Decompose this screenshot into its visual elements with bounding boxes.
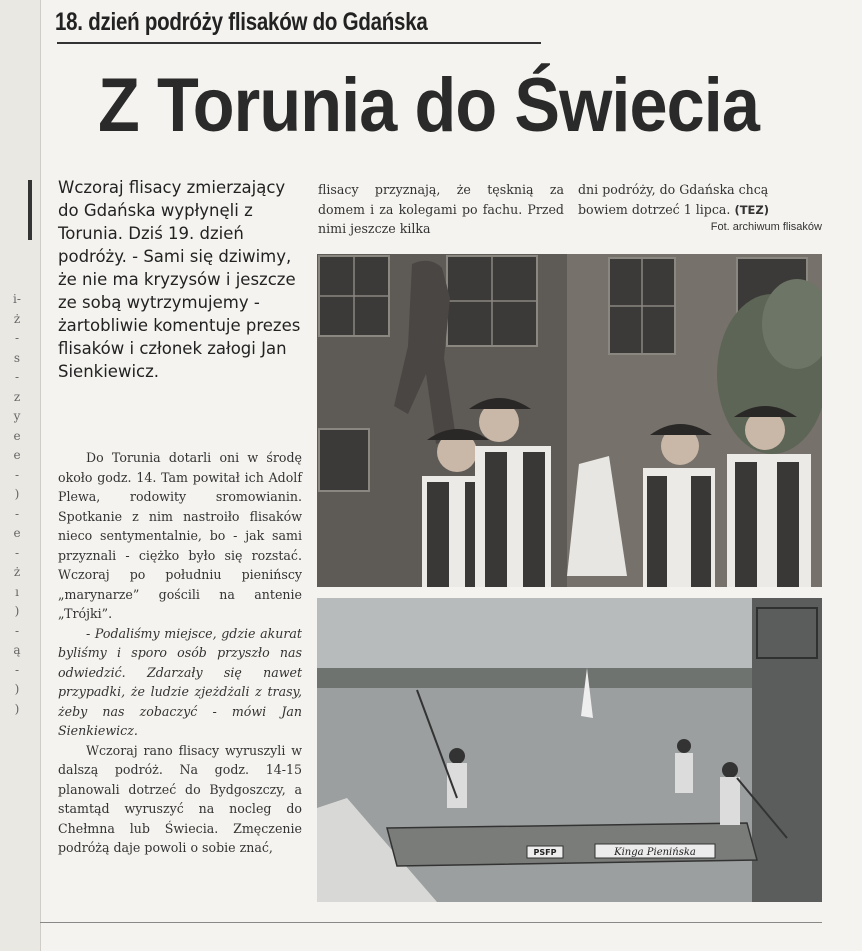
body-paragraph-2-quote: - Podaliśmy miejsce, gdzie akurat byliśmy i sporo osób przyszło nas odwiedzić. Zdarzały się nawet przypadki, że ludzie zjeżdżali z trasy, żeby nas zobaczyć - mówi Jan Sienkiewicz. <box>58 625 302 738</box>
column-3-text: dni podróży, do Gdańska chcą bowiem dotrzeć 1 lipca. <box>578 182 769 217</box>
edge-mark: z <box>13 389 21 404</box>
edge-mark: - <box>14 467 20 482</box>
edge-mark: - <box>14 545 20 560</box>
edge-mark: y <box>13 409 21 423</box>
edge-mark: ) <box>14 487 20 501</box>
lead-text: Wczoraj flisacy zmierzający do Gdańska wypłynęli z Torunia. Dziś 19. dzień podróży. - Sami się dziwimy, że nie ma kryzysów i jeszcze ze sobą wytrzymujemy - żartobliwie komentuje prezes flisaków i członek załogi Jan Sienkiewicz. <box>58 178 301 381</box>
edge-mark: ż <box>13 565 21 579</box>
edge-mark: i- <box>13 292 21 306</box>
edge-mark: e <box>13 448 21 462</box>
article-body-column-1 <box>58 448 302 858</box>
edge-mark: ) <box>14 604 20 618</box>
edge-mark: - <box>14 623 20 638</box>
section-kicker: 18. dzień podróży flisaków do Gdańska <box>55 8 428 36</box>
photo-raftsmen-group <box>317 254 822 587</box>
body-paragraph-3: Wczoraj rano flisacy wyruszyli w dalszą podróż. Na godz. 14-15 planowali dotrzeć do Bydgoszczy, a stamtąd wyruszyć na nocleg do Chełmna lub Świecia. Zmęczenie podróżą daje powoli o sobie znać, <box>58 742 302 855</box>
edge-mark: - <box>14 662 20 677</box>
edge-mark: ı <box>15 584 19 599</box>
article-headline: Z Torunia do Świecia <box>98 63 760 148</box>
article-body-column-3 <box>578 180 822 220</box>
adjacent-page-edge <box>0 0 41 951</box>
author-signature: (TEZ) <box>734 202 769 217</box>
photo-raft-on-river <box>317 598 822 902</box>
edge-mark: - <box>14 370 20 384</box>
edge-mark: e <box>13 428 21 443</box>
article-body-column-2: flisacy przyznają, że tęsknią za domem i za kolegami po fachu. Przed nimi jeszcze kilka <box>318 182 564 236</box>
edge-mark: - <box>14 506 20 521</box>
column-marker-bar <box>28 180 32 240</box>
body-paragraph-1: Do Torunia dotarli oni w środę około godz. 14. Tam powitał ich Adolf Plewa, rodowity sromowianin. Spotkanie z nim nastroiło flisaków nieco sentymentalnie, bo - jak sami przyznali - ciężko było się rozstać. Wczoraj po południu pienińscy „marynarze” gościli na antenie „Trójki”. <box>58 450 302 621</box>
adjacent-page-letters <box>0 290 34 719</box>
edge-mark: ą <box>13 643 21 657</box>
edge-mark: s <box>13 350 21 365</box>
photo-credit: Fot. archiwum flisaków <box>710 221 822 233</box>
article-lead <box>58 176 306 383</box>
kicker-underline <box>57 42 541 44</box>
edge-mark: ) <box>14 682 20 696</box>
boat-name-label: Kinga Pienińska <box>614 847 696 858</box>
edge-mark: ) <box>14 701 20 716</box>
edge-mark: ż <box>13 311 21 326</box>
edge-mark: - <box>14 331 20 345</box>
boat-flag-label: PSFP <box>533 848 557 857</box>
edge-mark: e <box>13 526 21 540</box>
page-bottom-rule <box>40 922 822 923</box>
